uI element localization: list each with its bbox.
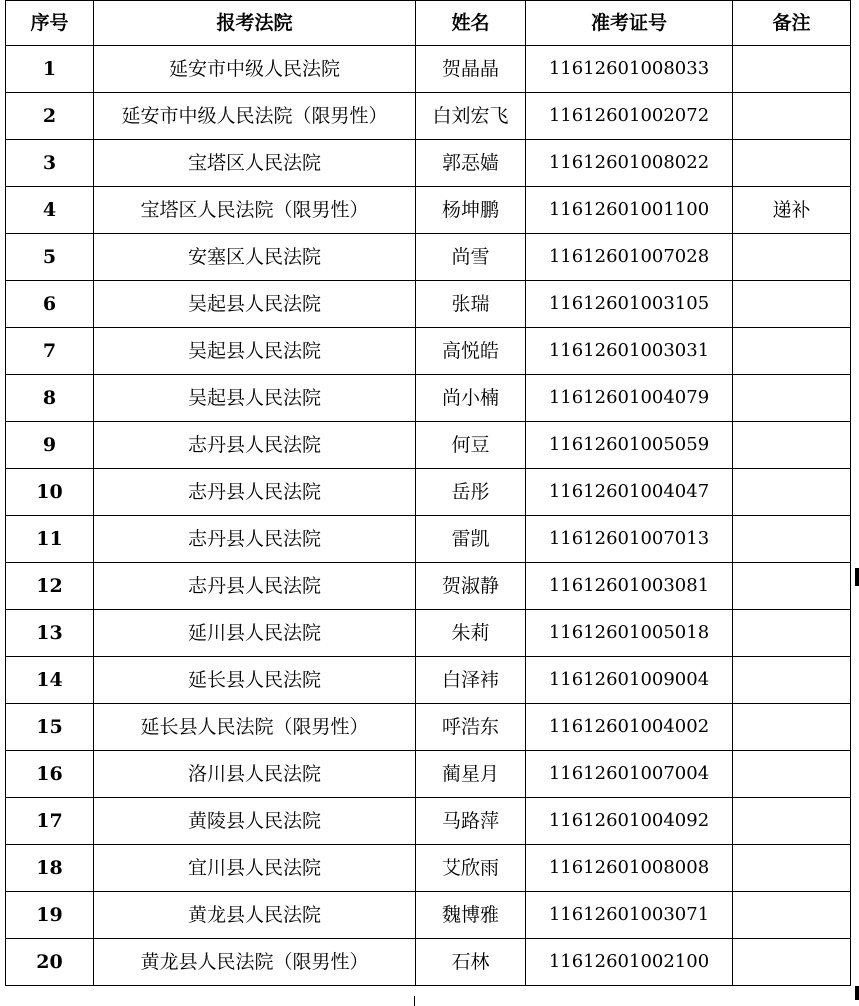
cell-name: 郭忢嫱	[416, 140, 526, 187]
table-row	[6, 751, 851, 798]
cell-ticket: 11612601009004	[526, 657, 733, 704]
cell-name: 马路萍	[416, 798, 526, 845]
cell-court: 志丹县人民法院	[94, 516, 416, 563]
cell-court: 宝塔区人民法院（限男性）	[94, 187, 416, 234]
cell-index: 14	[6, 657, 94, 704]
cell-court: 黄龙县人民法院	[94, 892, 416, 939]
candidate-roster-table	[5, 0, 851, 986]
cell-note	[733, 657, 851, 704]
cell-index: 2	[6, 93, 94, 140]
cell-court: 延长县人民法院	[94, 657, 416, 704]
cell-note	[733, 93, 851, 140]
cell-court: 吴起县人民法院	[94, 328, 416, 375]
cell-note	[733, 892, 851, 939]
cell-court: 延安市中级人民法院（限男性）	[94, 93, 416, 140]
cell-ticket: 11612601003031	[526, 328, 733, 375]
cell-court: 宝塔区人民法院	[94, 140, 416, 187]
cell-index: 19	[6, 892, 94, 939]
table-row	[6, 422, 851, 469]
cell-index: 15	[6, 704, 94, 751]
table-row	[6, 892, 851, 939]
table-body	[6, 46, 851, 986]
cell-index: 11	[6, 516, 94, 563]
cell-ticket: 11612601001100	[526, 187, 733, 234]
cell-index: 7	[6, 328, 94, 375]
table-row	[6, 657, 851, 704]
cell-court: 吴起县人民法院	[94, 375, 416, 422]
table-row	[6, 93, 851, 140]
cell-court: 安塞区人民法院	[94, 234, 416, 281]
cell-name: 石林	[416, 939, 526, 986]
cell-court: 延川县人民法院	[94, 610, 416, 657]
cell-index: 18	[6, 845, 94, 892]
cell-name: 张瑞	[416, 281, 526, 328]
cell-index: 12	[6, 563, 94, 610]
cell-note	[733, 704, 851, 751]
column-header-index: 序号	[6, 1, 94, 46]
cell-note	[733, 46, 851, 93]
cell-index: 6	[6, 281, 94, 328]
cell-ticket: 11612601008008	[526, 845, 733, 892]
cell-note	[733, 845, 851, 892]
cell-ticket: 11612601003081	[526, 563, 733, 610]
cell-index: 4	[6, 187, 94, 234]
table-row	[6, 798, 851, 845]
cell-name: 杨坤鹏	[416, 187, 526, 234]
column-header-court: 报考法院	[94, 1, 416, 46]
cell-note	[733, 751, 851, 798]
cell-ticket: 11612601008033	[526, 46, 733, 93]
table-row	[6, 939, 851, 986]
table-row	[6, 140, 851, 187]
cell-ticket: 11612601004079	[526, 375, 733, 422]
cell-note	[733, 140, 851, 187]
cell-index: 16	[6, 751, 94, 798]
table-row	[6, 328, 851, 375]
table-row	[6, 187, 851, 234]
cell-note	[733, 281, 851, 328]
cell-name: 尚小楠	[416, 375, 526, 422]
table-header	[6, 1, 851, 46]
column-header-ticket: 准考证号	[526, 1, 733, 46]
table-header-row	[6, 1, 851, 46]
cell-index: 9	[6, 422, 94, 469]
cell-index: 10	[6, 469, 94, 516]
cell-note	[733, 375, 851, 422]
cell-court: 志丹县人民法院	[94, 469, 416, 516]
cell-ticket: 11612601007004	[526, 751, 733, 798]
column-header-note: 备注	[733, 1, 851, 46]
cell-name: 蔺星月	[416, 751, 526, 798]
cell-note	[733, 939, 851, 986]
page-edge-mark-lower	[855, 986, 859, 1000]
cell-name: 贺淑静	[416, 563, 526, 610]
cell-name: 白刘宏飞	[416, 93, 526, 140]
cell-court: 吴起县人民法院	[94, 281, 416, 328]
table-row	[6, 234, 851, 281]
cell-note	[733, 798, 851, 845]
table-row	[6, 375, 851, 422]
table-row	[6, 563, 851, 610]
cell-name: 何豆	[416, 422, 526, 469]
cell-index: 13	[6, 610, 94, 657]
cell-court: 宜川县人民法院	[94, 845, 416, 892]
cell-court: 黄龙县人民法院（限男性）	[94, 939, 416, 986]
cell-name: 尚雪	[416, 234, 526, 281]
cell-index: 1	[6, 46, 94, 93]
cell-court: 延长县人民法院（限男性）	[94, 704, 416, 751]
table-row	[6, 704, 851, 751]
cell-court: 志丹县人民法院	[94, 563, 416, 610]
cell-name: 雷凯	[416, 516, 526, 563]
cell-ticket: 11612601004047	[526, 469, 733, 516]
page-bottom-mark	[414, 996, 415, 1006]
cell-court: 黄陵县人民法院	[94, 798, 416, 845]
cell-ticket: 11612601005018	[526, 610, 733, 657]
cell-index: 20	[6, 939, 94, 986]
table-row	[6, 610, 851, 657]
table-row	[6, 845, 851, 892]
cell-note	[733, 563, 851, 610]
cell-ticket: 11612601007013	[526, 516, 733, 563]
cell-name: 朱莉	[416, 610, 526, 657]
cell-note	[733, 610, 851, 657]
table-row	[6, 516, 851, 563]
cell-index: 8	[6, 375, 94, 422]
cell-note: 递补	[733, 187, 851, 234]
cell-ticket: 11612601003105	[526, 281, 733, 328]
cell-index: 3	[6, 140, 94, 187]
cell-note	[733, 516, 851, 563]
cell-note	[733, 469, 851, 516]
cell-ticket: 11612601005059	[526, 422, 733, 469]
cell-name: 岳彤	[416, 469, 526, 516]
cell-court: 志丹县人民法院	[94, 422, 416, 469]
page-edge-mark-upper	[855, 568, 859, 586]
cell-note	[733, 234, 851, 281]
cell-ticket: 11612601008022	[526, 140, 733, 187]
cell-name: 呼浩东	[416, 704, 526, 751]
table-row	[6, 281, 851, 328]
cell-ticket: 11612601002100	[526, 939, 733, 986]
cell-ticket: 11612601004002	[526, 704, 733, 751]
table-row	[6, 46, 851, 93]
cell-ticket: 11612601003071	[526, 892, 733, 939]
cell-ticket: 11612601002072	[526, 93, 733, 140]
cell-name: 魏博雅	[416, 892, 526, 939]
cell-note	[733, 328, 851, 375]
cell-note	[733, 422, 851, 469]
cell-name: 贺晶晶	[416, 46, 526, 93]
column-header-name: 姓名	[416, 1, 526, 46]
cell-name: 高悦皓	[416, 328, 526, 375]
cell-court: 延安市中级人民法院	[94, 46, 416, 93]
cell-court: 洛川县人民法院	[94, 751, 416, 798]
cell-ticket: 11612601004092	[526, 798, 733, 845]
cell-name: 艾欣雨	[416, 845, 526, 892]
cell-index: 17	[6, 798, 94, 845]
table-row	[6, 469, 851, 516]
cell-index: 5	[6, 234, 94, 281]
cell-ticket: 11612601007028	[526, 234, 733, 281]
cell-name: 白泽袆	[416, 657, 526, 704]
